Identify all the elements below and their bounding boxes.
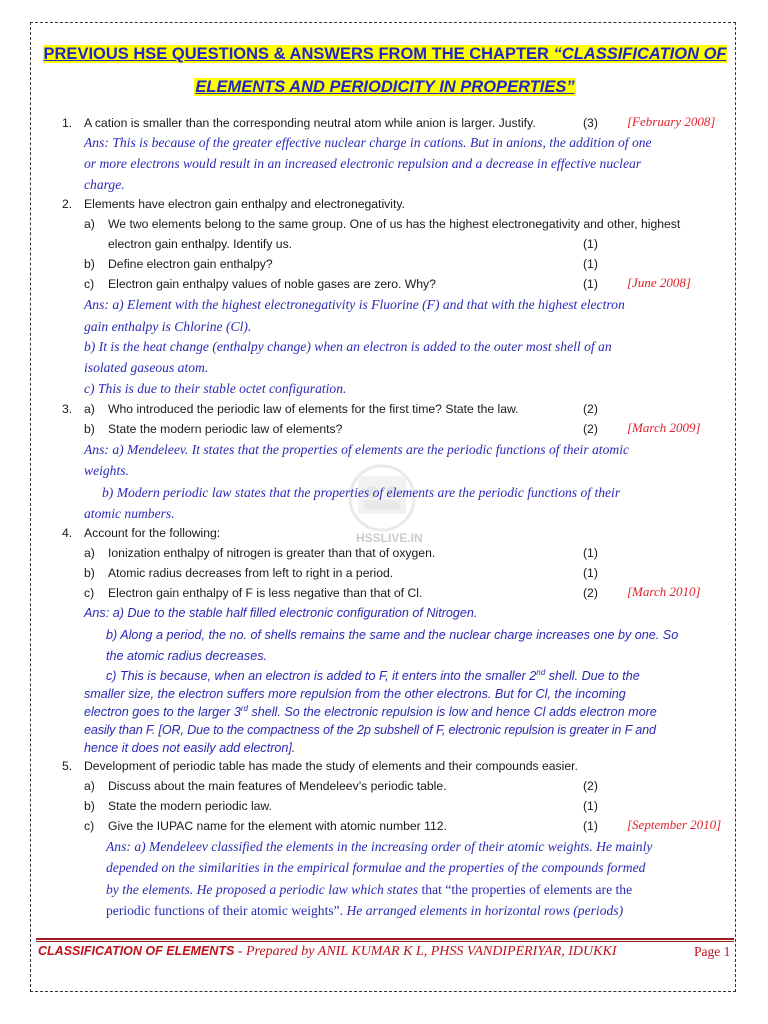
page-number: Page 1 [694, 944, 731, 959]
exam-date: [March 2010] [627, 584, 701, 599]
answer-superscript: nd [536, 667, 546, 677]
answer-line: charge. [84, 177, 125, 192]
title-chapter-part1: “CLASSIFICATION OF [553, 45, 727, 63]
question-number: 1. [62, 116, 73, 130]
answer-text: electron goes to the larger 3 [84, 705, 241, 719]
subquestion-text: electron gain enthalpy. Identify us. [108, 237, 293, 251]
question-marks: (1) [583, 257, 598, 271]
question-text: Elements have electron gain enthalpy and electronegativity. [84, 197, 405, 211]
answer-line: the atomic radius decreases. [106, 649, 268, 663]
subquestion-label: b) [84, 799, 95, 813]
exam-date: [June 2008] [627, 275, 691, 290]
question-marks: (1) [583, 566, 598, 580]
answer-line: Ans: a) Mendeleev classified the elements in the increasing order of their atomic weights. He mainly [106, 839, 653, 854]
subquestion-text: Atomic radius decreases from left to right in a period. [108, 566, 394, 580]
question-marks: (1) [583, 237, 598, 251]
footer-chapter: CLASSIFICATION OF ELEMENTS [38, 944, 235, 958]
subquestion-label: a) [84, 217, 95, 231]
answer-text: by the elements. He proposed a periodic law which states [106, 882, 419, 897]
subquestion-text: Define electron gain enthalpy? [108, 257, 273, 271]
question-marks: (2) [583, 422, 598, 436]
answer-line: b) Along a period, the no. of shells remains the same and the nuclear charge increases one by one. So [106, 628, 679, 642]
question-marks: (1) [583, 277, 598, 291]
subquestion-text: Who introduced the periodic law of elements for the first time? State the law. [108, 402, 519, 416]
question-marks: (2) [583, 402, 598, 416]
question-text: Account for the following: [84, 526, 221, 540]
question-number: 3. [62, 402, 73, 416]
subquestion-label: b) [84, 257, 95, 271]
subquestion-text: Electron gain enthalpy values of noble gases are zero. Why? [108, 277, 436, 291]
question-text: Development of periodic table has made the study of elements and their compounds easier. [84, 759, 578, 773]
answer-line: Ans: a) Mendeleev. It states that the properties of elements are the periodic functions of their atomic [84, 442, 630, 457]
answer-line: smaller size, the electron suffers more repulsion from the other electrons. But for Cl, the incoming [84, 687, 626, 701]
answer-line [106, 881, 632, 899]
footer-separator: - [234, 944, 246, 959]
question-number: 2. [62, 197, 73, 211]
answer-text: shell. Due to the [545, 669, 640, 683]
answer-line [106, 668, 640, 685]
answer-line: Ans: a) Due to the stable half filled electronic configuration of Nitrogen. [84, 606, 478, 620]
answer-line: gain enthalpy is Chlorine (Cl). [84, 319, 252, 334]
subquestion-text: Electron gain enthalpy of F is less negative than that of Cl. [108, 586, 423, 600]
question-marks: (2) [583, 586, 598, 600]
subquestion-label: b) [84, 566, 95, 580]
answer-line: hence it does not easily add electron]. [84, 741, 296, 755]
answer-line [84, 704, 657, 721]
subquestion-text: State the modern periodic law. [108, 799, 272, 813]
answer-text: that “the properties of elements are the [418, 882, 633, 897]
subquestion-label: c) [84, 819, 95, 833]
subquestion-text: Give the IUPAC name for the element with atomic number 112. [108, 819, 447, 833]
question-marks: (1) [583, 799, 598, 813]
exam-date: [September 2010] [627, 817, 722, 832]
answer-text: He arranged elements in horizontal rows (periods) [343, 903, 624, 918]
answer-line: atomic numbers. [84, 506, 175, 521]
title-chapter-part2: ELEMENTS AND PERIODICITY IN PROPERTIES” [195, 78, 575, 96]
answer-line: weights. [84, 463, 129, 478]
subquestion-label: c) [84, 586, 95, 600]
exam-date: [February 2008] [627, 114, 716, 129]
subquestion-label: a) [84, 546, 95, 560]
answer-line: c) This is due to their stable octet configuration. [84, 381, 347, 396]
answer-line: isolated gaseous atom. [84, 360, 209, 375]
subquestion-text: State the modern periodic law of elements? [108, 422, 343, 436]
answer-line: easily than F. [OR, Due to the compactness of the 2p subshell of F, electronic repulsion is greater in F and [84, 723, 656, 737]
answer-text: periodic functions of their atomic weights”. [106, 903, 344, 918]
question-number: 5. [62, 759, 73, 773]
answer-line: b) Modern periodic law states that the properties of elements are the periodic functions of their [102, 485, 621, 500]
subquestion-text: We two elements belong to the same group. One of us has the highest electronegativity and other, highest [108, 217, 681, 231]
question-text: A cation is smaller than the corresponding neutral atom while anion is larger. Justify. [84, 116, 536, 130]
answer-text: c) This is because, when an electron is added to F, it enters into the smaller 2 [106, 669, 537, 683]
answer-superscript: rd [240, 703, 248, 713]
footer-author: Prepared by ANIL KUMAR K L, PHSS VANDIPERIYAR, IDUKKI [245, 944, 617, 959]
answer-line: b) It is the heat change (enthalpy change) when an electron is added to the outer most shell of an [84, 339, 612, 354]
subquestion-text: Ionization enthalpy of nitrogen is greater than that of oxygen. [108, 546, 436, 560]
question-marks: (3) [583, 116, 598, 130]
footer-credit [38, 944, 616, 960]
question-marks: (1) [583, 546, 598, 560]
footer-divider [36, 938, 734, 940]
subquestion-label: a) [84, 779, 95, 793]
title-prefix: PREVIOUS HSE QUESTIONS & ANSWERS FROM THE CHAPTER [43, 45, 554, 63]
watermark-label: HSSLIVE.IN [356, 531, 423, 545]
footer-divider [36, 941, 734, 942]
answer-line: Ans: This is because of the greater effective nuclear charge in cations. But in anions, the addition of one [84, 135, 652, 150]
answer-line: or more electrons would result in an increased electronic repulsion and a decrease in effective nuclear [84, 156, 642, 171]
subquestion-label: a) [84, 402, 95, 416]
subquestion-label: b) [84, 422, 95, 436]
exam-date: [March 2009] [627, 420, 701, 435]
question-marks: (2) [583, 779, 598, 793]
subquestion-text: Discuss about the main features of Mendeleev’s periodic table. [108, 779, 447, 793]
answer-text: shell. So the electronic repulsion is low and hence Cl adds electron more [247, 705, 657, 719]
answer-line [106, 902, 623, 920]
subquestion-label: c) [84, 277, 95, 291]
question-marks: (1) [583, 819, 598, 833]
question-number: 4. [62, 526, 73, 540]
answer-line: depended on the similarities in the empirical formulae and the properties of the compounds formed [106, 860, 646, 875]
answer-line: Ans: a) Element with the highest electronegativity is Fluorine (F) and that with the highest electron [84, 297, 625, 312]
